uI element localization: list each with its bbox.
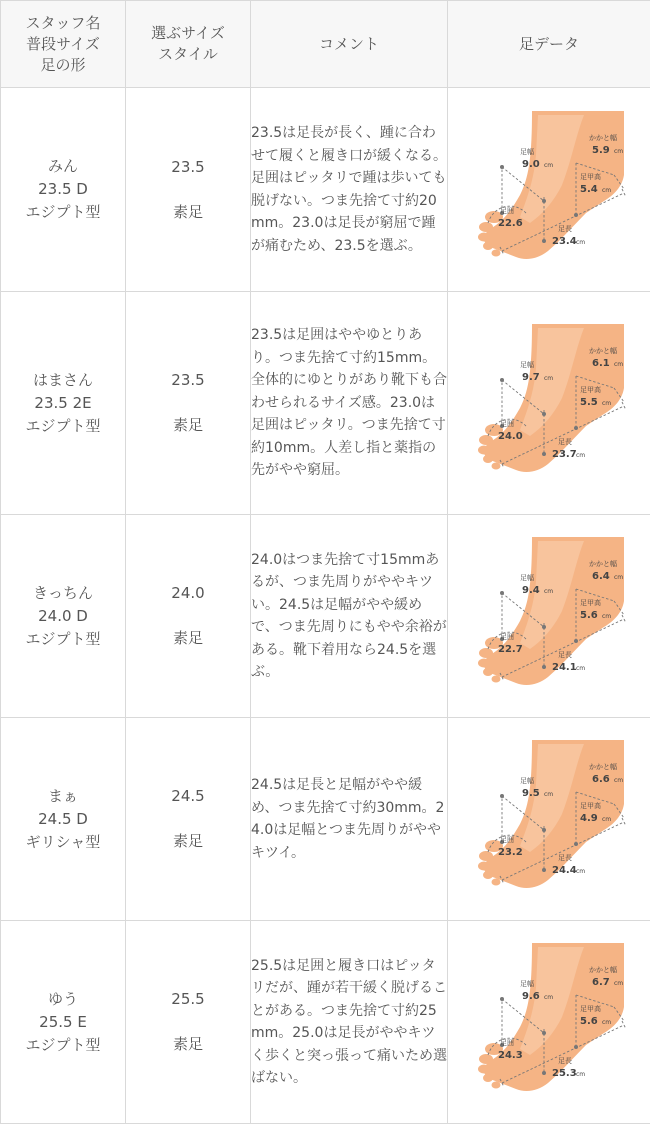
- table-row: [1, 718, 650, 921]
- foot-diagram: [464, 531, 634, 701]
- foot-data-cell: [448, 921, 650, 1124]
- foot-diagram: [464, 318, 634, 488]
- instep-label: 足甲高: [580, 1005, 601, 1013]
- foot-diagram: [464, 734, 634, 904]
- header-size: 選ぶサイズ スタイル: [126, 1, 251, 88]
- usual-size: 24.5 D: [38, 809, 88, 828]
- size-cell: [126, 292, 251, 515]
- measure-point: [500, 591, 504, 595]
- heel-width-unit: cm: [614, 777, 624, 784]
- staff-cell: [1, 88, 126, 292]
- measure-point: [542, 1031, 546, 1035]
- foot-width-label: 足幅: [520, 574, 534, 582]
- length-label: 足長: [558, 854, 572, 862]
- toe-shape: [483, 871, 493, 879]
- measure-point: [574, 213, 578, 217]
- heel-width-label: かかと幅: [589, 133, 617, 142]
- instep-label: 足甲高: [580, 386, 601, 394]
- toe-shape: [492, 249, 501, 256]
- length-label: 足長: [558, 1057, 572, 1065]
- staff-cell: [1, 515, 126, 718]
- heel-width-unit: cm: [614, 147, 624, 155]
- foot-width-value: 9.6: [522, 991, 540, 1002]
- wear-style: 素足: [172, 832, 203, 850]
- foot-width-unit: cm: [544, 588, 554, 595]
- measure-point: [542, 828, 546, 832]
- measure-point: [542, 868, 546, 872]
- girth-label: 足囲: [500, 1039, 514, 1047]
- toe-shape: [479, 1054, 493, 1064]
- wear-style: 素足: [172, 202, 203, 221]
- staff-name: はまさん: [32, 370, 93, 389]
- foot-width-value: 9.0: [522, 158, 540, 170]
- size-cell: [126, 718, 251, 921]
- instep-value: 4.9: [580, 813, 598, 824]
- foot-width-label: 足幅: [520, 980, 534, 988]
- measure-point: [574, 842, 578, 846]
- instep-value: 5.4: [580, 183, 598, 195]
- foot-width-label: 足幅: [520, 361, 534, 369]
- instep-label: 足甲高: [580, 599, 601, 607]
- staff-name: みん: [47, 157, 78, 175]
- heel-width-label: かかと幅: [589, 763, 617, 771]
- comment-cell: 24.5は足長と足幅がやや緩め、つま先捨て寸約30mm。24.0は足幅とつま先周りがややキツイ。: [251, 718, 448, 921]
- size-cell: [126, 88, 251, 292]
- foot-width-label: 足幅: [520, 147, 534, 156]
- length-label: 足長: [558, 438, 572, 446]
- length-unit: cm: [576, 1071, 586, 1078]
- chosen-size: 23.5: [171, 157, 205, 176]
- table-header-row: [1, 1, 650, 88]
- heel-width-value: 6.7: [592, 977, 610, 988]
- staff-cell: [1, 718, 126, 921]
- foot-width-value: 9.5: [522, 788, 540, 799]
- toe-shape: [479, 435, 493, 445]
- length-unit: cm: [576, 238, 586, 246]
- toe-shape: [492, 1082, 501, 1089]
- usual-size: 23.5 2E: [34, 393, 92, 412]
- foot-width-unit: cm: [544, 161, 554, 169]
- measure-point: [542, 412, 546, 416]
- foot-shape-type: ギリシャ型: [25, 832, 101, 851]
- foot-data-cell: [448, 515, 650, 718]
- measure-point: [574, 1045, 578, 1049]
- foot-shape-type: エジプト型: [25, 1035, 101, 1054]
- foot-width-unit: cm: [544, 375, 554, 382]
- table-row: [1, 88, 650, 292]
- measure-point: [542, 199, 546, 203]
- instep-value: 5.6: [580, 610, 598, 621]
- foot-width-label: 足幅: [520, 777, 534, 785]
- instep-label: 足甲高: [580, 802, 601, 810]
- wear-style: 素足: [172, 1035, 203, 1053]
- foot-diagram: [464, 105, 634, 275]
- girth-value: 23.2: [498, 847, 523, 858]
- instep-unit: cm: [602, 816, 612, 823]
- foot-width-value: 9.7: [522, 372, 540, 383]
- length-label: 足長: [558, 224, 572, 233]
- foot-data-cell: [448, 718, 650, 921]
- foot-width-unit: cm: [544, 994, 554, 1001]
- toe-shape: [483, 455, 493, 463]
- comment-cell: 24.0はつま先捨て寸15mmあるが、つま先周りがややキツい。24.5は足幅がやや緩めで、つま先周りにもやや余裕がある。靴下着用なら24.5を選ぶ。: [251, 515, 448, 718]
- instep-unit: cm: [602, 400, 612, 407]
- wear-style: 素足: [172, 629, 203, 647]
- header-staff: スタッフ名 普段サイズ 足の形: [1, 1, 126, 88]
- staff-name: きっちん: [32, 583, 93, 602]
- length-value: 23.4: [552, 235, 577, 247]
- length-value: 23.7: [552, 449, 577, 460]
- foot-width-value: 9.4: [522, 585, 540, 596]
- girth-value: 24.3: [498, 1050, 523, 1061]
- measure-point: [574, 426, 578, 430]
- header-foot-data: 足データ: [448, 1, 650, 88]
- length-unit: cm: [576, 452, 586, 459]
- instep-value: 5.6: [580, 1016, 598, 1027]
- foot-data-cell: [448, 292, 650, 515]
- toe-shape: [483, 242, 493, 250]
- girth-label: 足囲: [500, 836, 514, 844]
- size-cell: [126, 515, 251, 718]
- instep-unit: cm: [602, 186, 612, 194]
- heel-width-unit: cm: [614, 980, 624, 987]
- table-row: [1, 515, 650, 718]
- girth-value: 24.0: [498, 431, 523, 442]
- toe-shape: [478, 659, 490, 668]
- toe-shape: [478, 446, 490, 455]
- heel-width-value: 6.1: [592, 358, 610, 369]
- toe-shape: [478, 232, 490, 241]
- measure-point: [500, 378, 504, 382]
- usual-size: 23.5 D: [38, 180, 88, 198]
- instep-label: 足甲高: [580, 172, 601, 181]
- girth-value: 22.6: [498, 217, 523, 229]
- comment-cell: 25.5は足囲と履き口はピッタリだが、踵が若干緩く脱げることがある。つま先捨て寸約25mm。25.0は足長がややキツく歩くと突っ張って痛いため選ばない。: [251, 921, 448, 1124]
- girth-label: 足囲: [500, 420, 514, 428]
- heel-width-value: 5.9: [592, 144, 610, 156]
- table-row: [1, 292, 650, 515]
- table-row: [1, 921, 650, 1124]
- toe-shape: [478, 1065, 490, 1074]
- measure-point: [542, 665, 546, 669]
- measure-point: [542, 1071, 546, 1075]
- staff-name: まぁ: [47, 786, 78, 805]
- toe-shape: [492, 879, 501, 886]
- length-label: 足長: [558, 651, 572, 659]
- heel-width-value: 6.4: [592, 571, 610, 582]
- toe-shape: [483, 668, 493, 676]
- length-unit: cm: [576, 665, 586, 672]
- length-value: 24.1: [552, 662, 577, 673]
- girth-label: 足囲: [500, 633, 514, 641]
- staff-cell: [1, 292, 126, 515]
- length-value: 25.3: [552, 1068, 577, 1079]
- measure-point: [500, 165, 504, 169]
- foot-width-unit: cm: [544, 791, 554, 798]
- foot-shape-type: エジプト型: [25, 416, 101, 435]
- staff-cell: [1, 921, 126, 1124]
- heel-width-label: かかと幅: [589, 966, 617, 974]
- measure-point: [542, 239, 546, 243]
- girth-value: 22.7: [498, 644, 523, 655]
- length-value: 24.4: [552, 865, 577, 876]
- staff-name: ゆう: [47, 989, 78, 1008]
- instep-value: 5.5: [580, 397, 598, 408]
- chosen-size: 24.5: [171, 787, 205, 805]
- toe-shape: [492, 463, 501, 470]
- girth-label: 足囲: [500, 206, 514, 215]
- toe-shape: [492, 676, 501, 683]
- instep-unit: cm: [602, 613, 612, 620]
- comment-cell: 23.5は足囲はややゆとりあり。つま先捨て寸約15mm。全体的にゆとりがあり靴下も合わせられるサイズ感。23.0は足囲はピッタリ。つま先捨て寸約10mm。人差し指と薬指の先がやや窮屈。: [251, 292, 448, 515]
- usual-size: 25.5 E: [39, 1012, 87, 1031]
- measure-point: [500, 794, 504, 798]
- foot-data-cell: [448, 88, 650, 292]
- toe-shape: [479, 648, 493, 658]
- toe-shape: [479, 222, 493, 232]
- length-unit: cm: [576, 868, 586, 875]
- measure-point: [542, 625, 546, 629]
- heel-width-unit: cm: [614, 574, 624, 581]
- foot-shape-type: エジプト型: [25, 629, 101, 648]
- foot-shape-type: エジプト型: [25, 203, 101, 221]
- wear-style: 素足: [172, 416, 203, 434]
- comment-cell: 23.5は足長が長く、踵に合わせて履くと履き口が緩くなる。足囲はピッタリで踵は歩いても脱げない。つま先捨て寸約20mm。23.0は足長が窮屈で踵が痛むため、23.5を選ぶ。: [251, 88, 448, 292]
- measure-point: [574, 639, 578, 643]
- chosen-size: 24.0: [171, 584, 205, 602]
- header-comment: コメント: [251, 1, 448, 88]
- heel-width-value: 6.6: [592, 774, 610, 785]
- foot-diagram: [464, 937, 634, 1107]
- toe-shape: [483, 1074, 493, 1082]
- heel-width-unit: cm: [614, 361, 624, 368]
- heel-width-label: かかと幅: [589, 347, 617, 355]
- toe-shape: [478, 862, 490, 871]
- measure-point: [500, 997, 504, 1001]
- toe-shape: [479, 851, 493, 861]
- size-cell: [126, 921, 251, 1124]
- chosen-size: 25.5: [171, 990, 205, 1008]
- measure-point: [542, 452, 546, 456]
- chosen-size: 23.5: [171, 371, 205, 389]
- heel-width-label: かかと幅: [589, 560, 617, 568]
- instep-unit: cm: [602, 1019, 612, 1026]
- usual-size: 24.0 D: [38, 606, 88, 625]
